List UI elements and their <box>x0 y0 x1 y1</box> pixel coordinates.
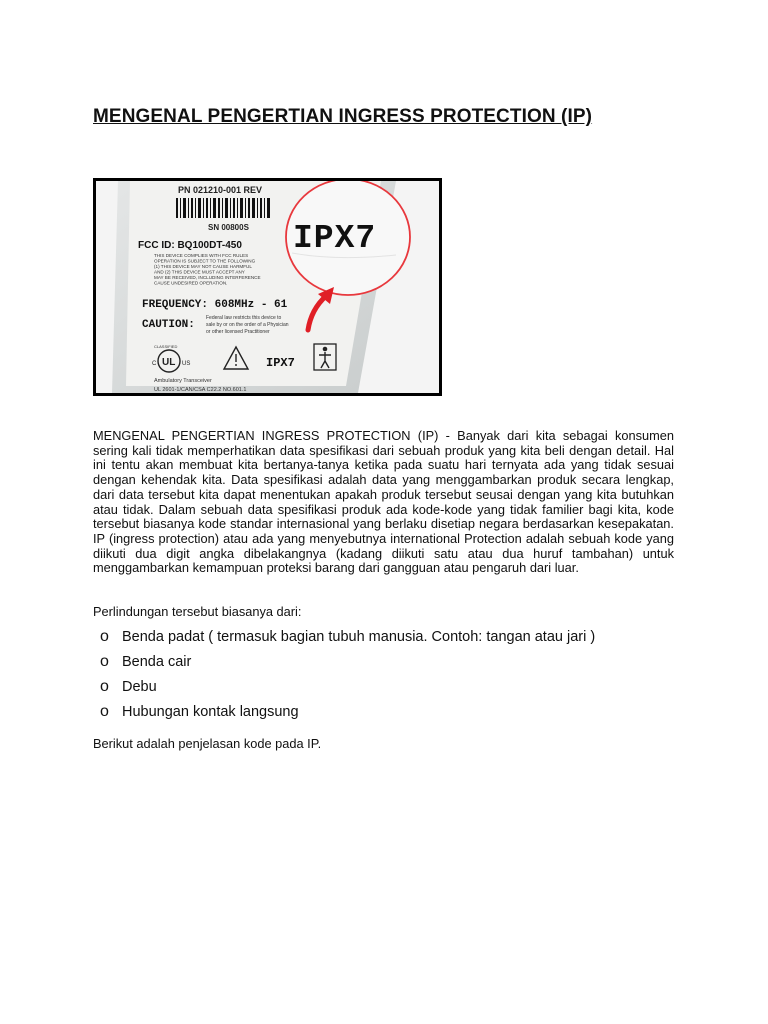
figure-fcc-line: THIS DEVICE COMPLIES WITH FCC RULES <box>154 253 249 258</box>
list-item <box>100 649 595 674</box>
magnifier-circle <box>286 181 410 295</box>
figure-us: US <box>182 361 191 367</box>
code-explanation-intro: Berikut adalah penjelasan kode pada IP. <box>93 736 322 751</box>
article-body <box>93 429 674 576</box>
ipx7-label-photo <box>93 178 442 396</box>
list-item-text: Debu <box>122 678 157 695</box>
paragraph-ip-definition: IP (ingress protection) atau ada yang menyebutnya international Protection adalah sebuah kode yang diikuti dua digit angka dibelakangnya (kadang diikuti satu atau dua huruf tambahan) untuk menggambarkan kemampuan proteksi barang dari gangguan atau pengaruh dari luar. <box>93 530 674 576</box>
list-item-text: Hubungan kontak langsung <box>122 703 299 720</box>
bullet-icon: o <box>100 652 109 670</box>
figure-ipx7-zoom: IPX7 <box>293 220 377 257</box>
device-label-illustration <box>96 181 439 393</box>
figure-caution-line: or other licensed Practitioner <box>206 329 270 335</box>
figure-ipx7-small: IPX7 <box>266 356 295 370</box>
figure-fcc-line: AND (2) THIS DEVICE MUST ACCEPT ANY <box>154 269 245 275</box>
bullet-icon: o <box>100 677 109 695</box>
figure-sn: SN 00800S <box>208 223 249 232</box>
protection-list <box>100 624 595 724</box>
list-item <box>100 674 595 699</box>
figure-fcc-line: OPERATION IS SUBJECT TO THE FOLLOWING <box>154 258 256 264</box>
list-item <box>100 699 595 724</box>
paragraph-intro: MENGENAL PENGERTIAN INGRESS PROTECTION (IP) - Banyak dari kita sebagai konsumen sering kali tidak memperhatikan data spesifikasi dari sebuah produk yang kita beli dengan detail. Hal ini tentu akan membuat kita bertanya-tanya ketika pada suatu hari ternyata ada yang tidak sesuai dengan kehendak kita. Data spesifikasi adalah data yang menggambarkan produk secara lengkap, dari data tersebut kita dapat menentukan apakah produk tersebut seusai dengan yang kita butuhkan atau tidak. Dalam sebuah data spesifikasi produk ada kode-kode yang tidak familier bagi kita, kode tersebut biasanya kode standar internasional yang berlaku disetiap negara berdasarkan kesepakatan. <box>93 428 674 532</box>
figure-caution-label: CAUTION: <box>142 319 195 331</box>
list-item-text: Benda padat ( termasuk bagian tubuh manusia. Contoh: tangan atau jari ) <box>122 628 596 645</box>
figure-caution-line: Federal law restricts this device to <box>206 315 282 321</box>
figure-pn: PN 021210-001 REV <box>178 185 263 195</box>
bullet-icon: o <box>100 702 109 720</box>
figure-classified: CLASSIFIED <box>154 344 178 349</box>
list-item <box>100 624 595 649</box>
figure-caution-line: sale by or on the order of a Physician <box>206 322 289 328</box>
bullet-icon: o <box>100 627 109 645</box>
figure-c: C <box>152 361 157 367</box>
figure-ambulatory: Ambulatory Transceiver <box>154 378 212 384</box>
figure-fcc-line: MAY BE RECEIVED, INCLUDING INTERFERENCE <box>154 275 261 280</box>
figure-ul: UL <box>162 357 176 368</box>
figure-fcc-id: FCC ID: BQ100DT-450 <box>138 240 242 251</box>
page-title: MENGENAL PENGERTIAN INGRESS PROTECTION (IP) <box>93 106 593 127</box>
protection-intro: Perlindungan tersebut biasanya dari: <box>93 604 302 619</box>
figure-frequency: FREQUENCY: 608MHz - 61 <box>142 299 288 311</box>
figure-fcc-line: (1) THIS DEVICE MAY NOT CAUSE HARMFUL <box>154 264 252 269</box>
figure-fcc-line: CAUSE UNDESIRED OPERATION. <box>154 280 228 286</box>
list-item-text: Benda cair <box>122 653 192 670</box>
figure-standard: UL 2601-1/CAN/CSA C22.2 NO.601.1 <box>154 387 247 393</box>
